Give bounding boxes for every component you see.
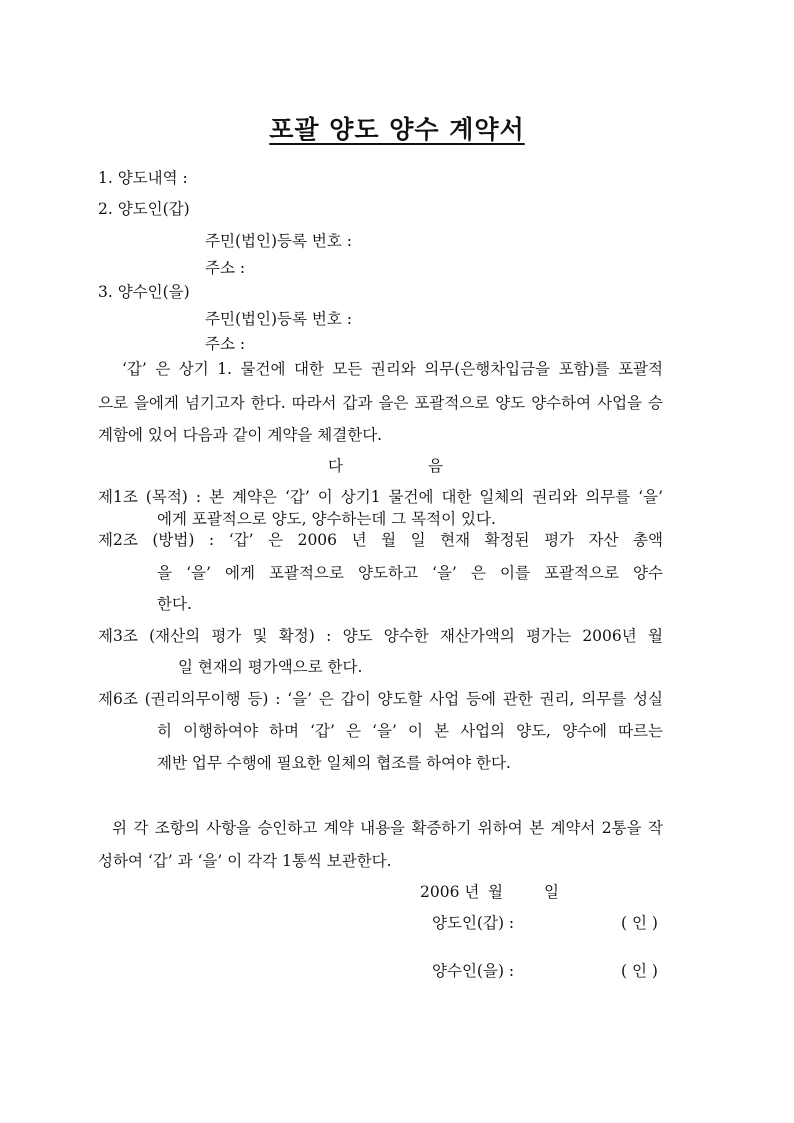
intro-line-1: ‘갑’ 은 상기 1. 물건에 대한 모든 권리와 의무(은행차입금을 포함)를 포괄적 bbox=[122, 360, 663, 378]
item-buyer: 3. 양수인(을) bbox=[98, 283, 190, 301]
article-1-line-2: 에게 포괄적으로 양도, 양수하는데 그 목적이 있다. bbox=[157, 510, 496, 528]
article-6-line-2: 히 이행하여야 하며 ‘갑’ 은 ‘을’ 이 본 사업의 양도, 양수에 따르는 bbox=[157, 722, 663, 740]
buyer-seal: ( 인 ) bbox=[621, 962, 658, 980]
buyer-address: 주소 : bbox=[205, 335, 246, 353]
heading-left: 다 bbox=[328, 457, 343, 475]
article-3-line-2: 일 현재의 평가액으로 한다. bbox=[178, 658, 363, 676]
article-6-line-3: 제반 업무 수행에 필요한 일체의 협조를 하여야 한다. bbox=[157, 754, 511, 772]
seller-seal: ( 인 ) bbox=[621, 914, 658, 932]
heading-right: 음 bbox=[428, 457, 443, 475]
article-2-line-2: 을 ‘을’ 에게 포괄적으로 양도하고 ‘을’ 은 이를 포괄적으로 양수 bbox=[157, 564, 663, 582]
date-month: 월 bbox=[488, 883, 503, 901]
closing-line-1: 위 각 조항의 사항을 승인하고 계약 내용을 확증하기 위하여 본 계약서 2통을 작 bbox=[112, 819, 663, 837]
seller-registration-number: 주민(법인)등록 번호 : bbox=[205, 232, 352, 250]
item-transfer-details: 1. 양도내역 : bbox=[98, 169, 188, 187]
intro-line-2: 으로 을에게 넘기고자 한다. 따라서 갑과 을은 포괄적으로 양도 양수하여 사업을 승 bbox=[98, 394, 663, 412]
item-seller: 2. 양도인(갑) bbox=[98, 200, 190, 218]
date-year: 2006 년 bbox=[420, 883, 480, 901]
article-2-line-1: 제2조 (방법) : ‘갑’ 은 2006 년 월 일 현재 확정된 평가 자산 총액 bbox=[98, 531, 663, 549]
article-2-line-3: 한다. bbox=[157, 595, 192, 613]
buyer-signature-label: 양수인(을) : bbox=[432, 962, 515, 980]
date-day: 일 bbox=[544, 883, 559, 901]
article-1-line-1: 제1조 (목적) : 본 계약은 ‘갑’ 이 상기1 물건에 대한 일체의 권리와 의무를 ‘을’ bbox=[98, 488, 663, 506]
document-title: 포괄 양도 양수 계약서 bbox=[269, 115, 525, 144]
seller-address: 주소 : bbox=[205, 259, 246, 277]
intro-line-3: 계함에 있어 다음과 같이 계약을 체결한다. bbox=[98, 426, 383, 444]
buyer-registration-number: 주민(법인)등록 번호 : bbox=[205, 310, 352, 328]
closing-line-2: 성하여 ‘갑’ 과 ‘을’ 이 각각 1통씩 보관한다. bbox=[98, 852, 392, 870]
article-6-line-1: 제6조 (권리의무이행 등) : ‘을’ 은 갑이 양도할 사업 등에 관한 권리, 의무를 성실 bbox=[98, 690, 663, 708]
seller-signature-label: 양도인(갑) : bbox=[432, 914, 515, 932]
article-3-line-1: 제3조 (재산의 평가 및 확정) : 양도 양수한 재산가액의 평가는 2006년 월 bbox=[98, 627, 663, 645]
